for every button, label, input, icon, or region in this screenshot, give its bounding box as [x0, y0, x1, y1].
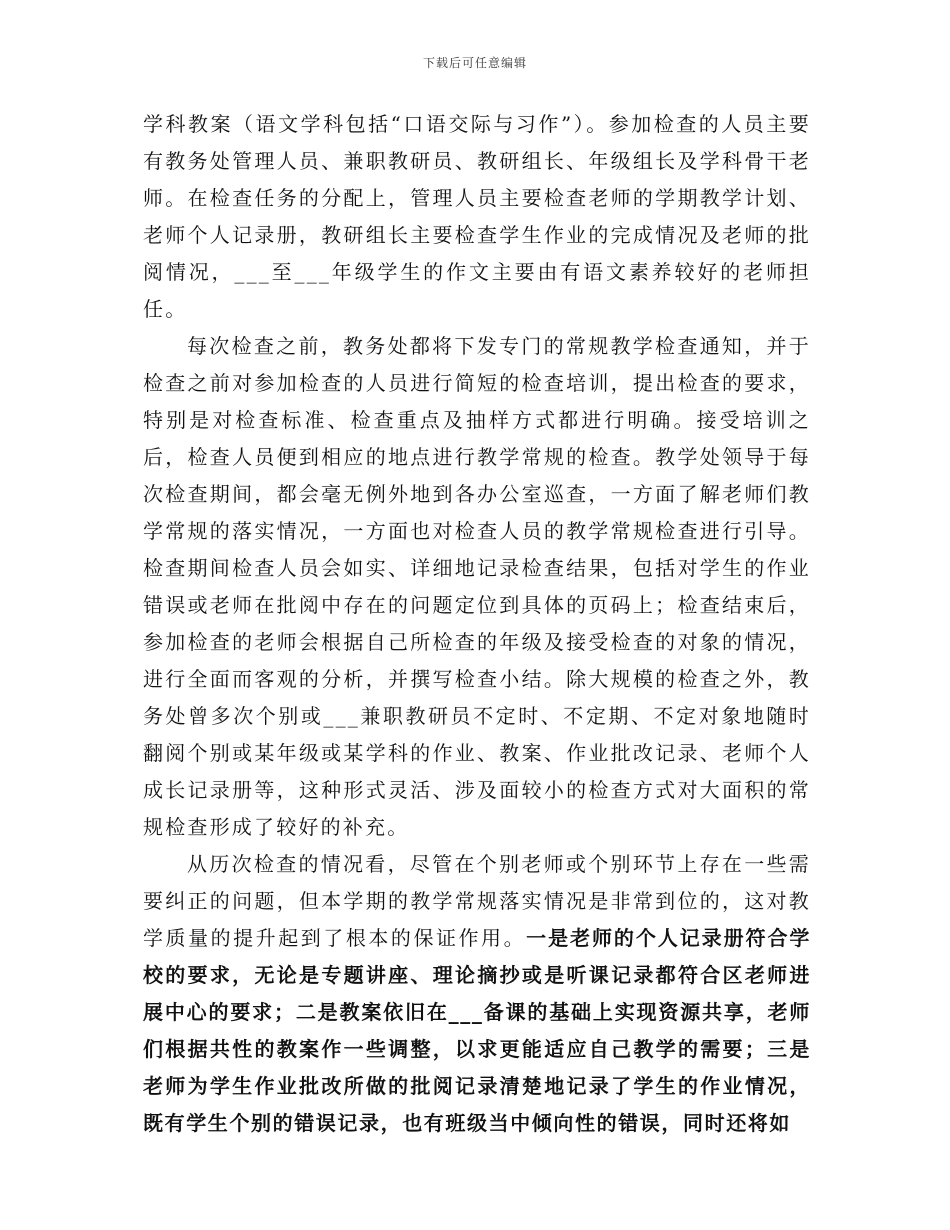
paragraph-3-text: 从历次检查的情况看，尽管在个别老师或个别环节上存在一些需要纠正的问题，但本学期的教学常规落实情况是非常到位的，这对教学质量的提升起到了根本的保证作用。	[143, 852, 811, 950]
document-body	[143, 106, 811, 1142]
paragraph-2: 每次检查之前，教务处都将下发专门的常规教学检查通知，并于检查之前对参加检查的人员进行简短的检查培训，提出检查的要求，特别是对检查标准、检查重点及抽样方式都进行明确。接受培训之后，检查人员便到相应的地点进行教学常规的检查。教学处领导于每次检查期间，都会毫无例外地到各办公室巡查，一方面了解老师们教学常规的落实情况，一方面也对检查人员的教学常规检查进行引导。检查期间检查人员会如实、详细地记录检查结果，包括对学生的作业错误或老师在批阅中存在的问题定位到具体的页码上；检查结束后，参加检查的老师会根据自己所检查的年级及接受检查的对象的情况，进行全面而客观的分析，并撰写检查小结。除大规模的检查之外，教务处曾多次个别或___兼职教研员不定时、不定期、不定对象地随时翻阅个别或某年级或某学科的作业、教案、作业批改记录、老师个人成长记录册等，这种形式灵活、涉及面较小的检查方式对大面积的常规检查形成了较好的补充。	[143, 334, 811, 839]
paragraph-3-bold-text: 一是老师的个人记录册符合学校的要求，无论是专题讲座、理论摘抄或是听课记录都符合区老师进展中心的要求；二是教案依旧在___备课的基础上实现资源共享，老师们根据共性的教案作一些调整，以求更能适应自己教学的需要；三是老师为学生作业批改所做的批阅记录清楚地记录了学生的作业情况，既有学生个别的错误记录，也有班级当中倾向性的错误，同时还将如	[143, 926, 811, 1135]
paragraph-3	[143, 846, 811, 1142]
page-header: 下载后可任意编辑	[422, 56, 527, 70]
paragraph-1: 学科教案（语文学科包括“口语交际与习作”）。参加检查的人员主要有教务处管理人员、兼职教研员、教研组长、年级组长及学科骨干老师。在检查任务的分配上，管理人员主要检查老师的学期教学计划、老师个人记录册，教研组长主要检查学生作业的完成情况及老师的批阅情况，___至___年级学生的作文主要由有语文素养较好的老师担任。	[143, 112, 811, 321]
